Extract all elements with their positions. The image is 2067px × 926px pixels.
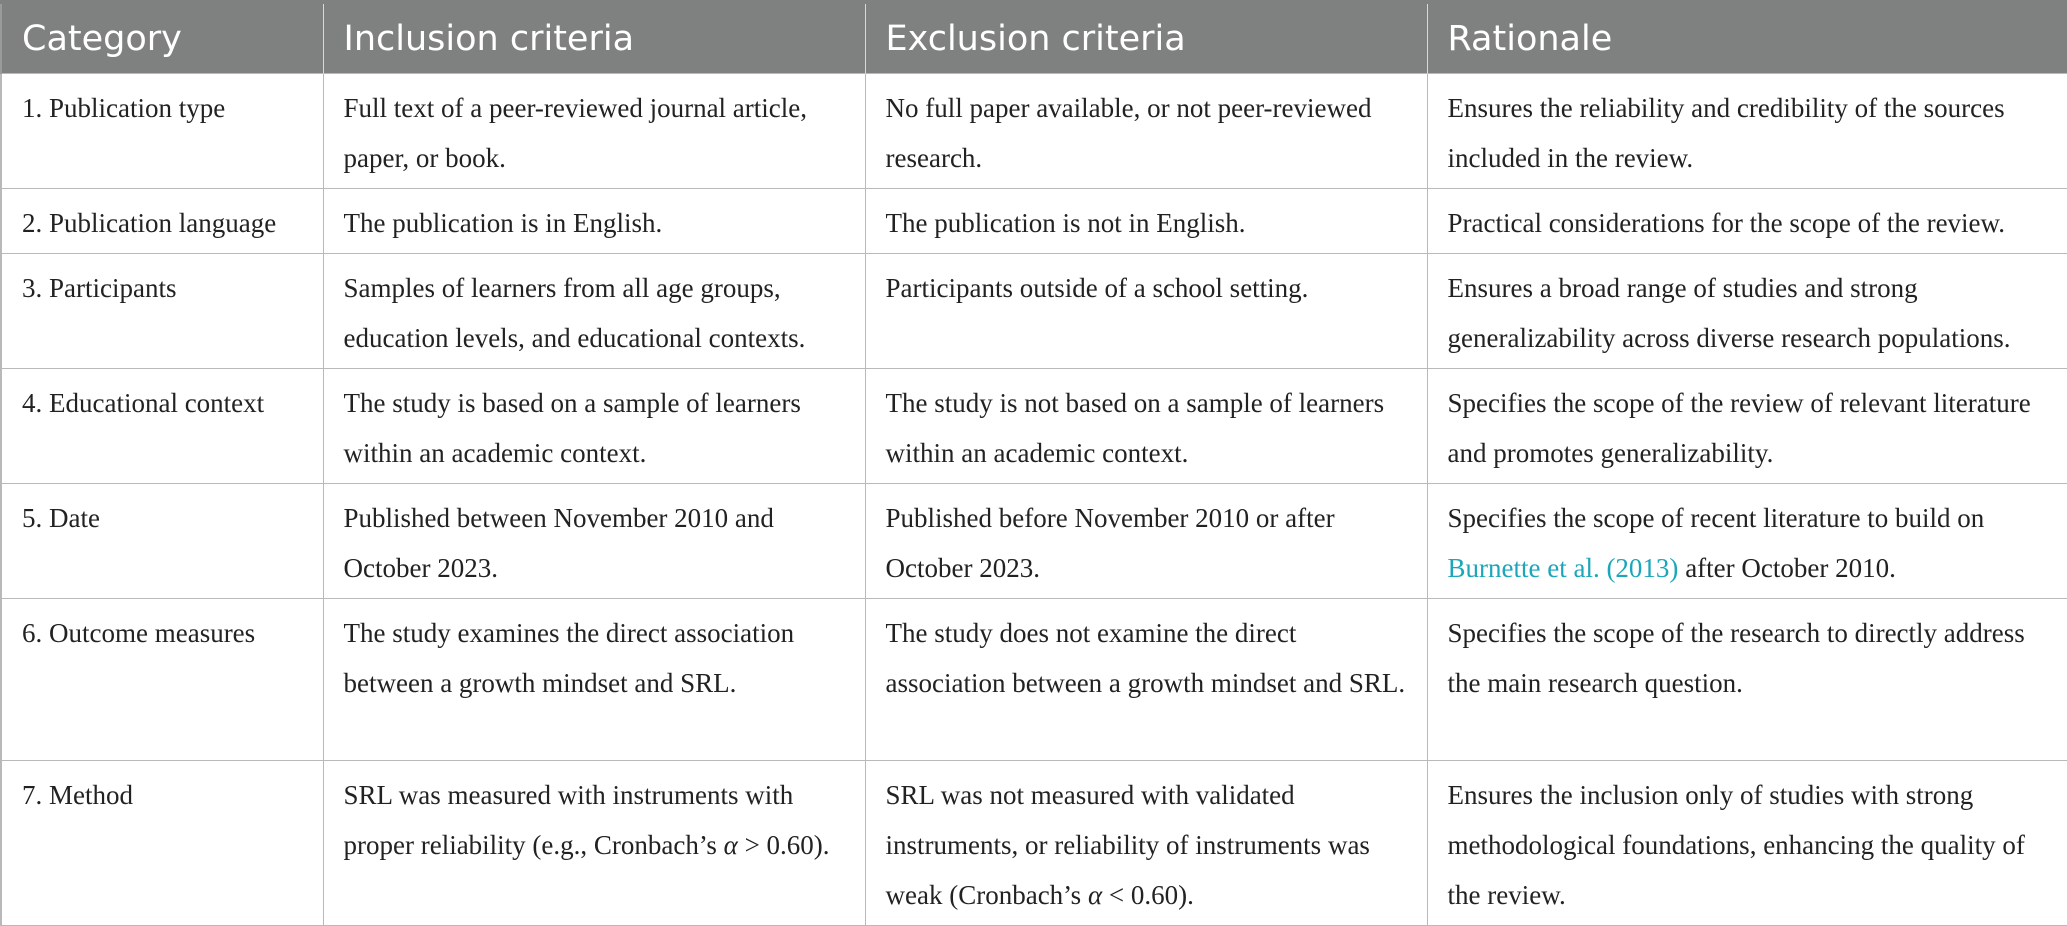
table-row — [1, 74, 2067, 189]
cell-category: 5. Date — [1, 484, 323, 599]
cell-exclusion — [865, 761, 1427, 926]
alpha-symbol: α — [723, 830, 738, 860]
cell-category: 7. Method — [1, 761, 323, 926]
cell-inclusion: The publication is in English. — [323, 189, 865, 254]
table-row — [1, 189, 2067, 254]
table-row — [1, 599, 2067, 761]
header-exclusion: Exclusion criteria — [865, 2, 1427, 74]
cell-inclusion: The study is based on a sample of learners within an academic context. — [323, 369, 865, 484]
table-body — [1, 74, 2067, 926]
cell-exclusion: The publication is not in English. — [865, 189, 1427, 254]
inclusion-text-after: > 0.60). — [744, 830, 830, 860]
cell-exclusion: Published before November 2010 or after October 2023. — [865, 484, 1427, 599]
cell-category: 4. Educational context — [1, 369, 323, 484]
cell-inclusion: Published between November 2010 and October 2023. — [323, 484, 865, 599]
cell-inclusion: The study examines the direct association between a growth mindset and SRL. — [323, 599, 865, 761]
table-row — [1, 369, 2067, 484]
rationale-text-before: Specifies the scope of recent literature to build on — [1447, 503, 1985, 533]
table-row — [1, 484, 2067, 599]
cell-exclusion: The study does not examine the direct association between a growth mindset and SRL. — [865, 599, 1427, 761]
header-rationale: Rationale — [1427, 2, 2067, 74]
table-row — [1, 254, 2067, 369]
cell-rationale: Specifies the scope of the research to directly address the main research question. — [1427, 599, 2067, 761]
citation-link[interactable]: Burnette et al. (2013) — [1447, 553, 1679, 583]
cell-category: 3. Participants — [1, 254, 323, 369]
cell-rationale: Specifies the scope of the review of relevant literature and promotes generalizability. — [1427, 369, 2067, 484]
table-row — [1, 761, 2067, 926]
cell-exclusion: The study is not based on a sample of learners within an academic context. — [865, 369, 1427, 484]
cell-category: 2. Publication language — [1, 189, 323, 254]
cell-rationale: Practical considerations for the scope of the review. — [1427, 189, 2067, 254]
rationale-text-after: after October 2010. — [1685, 553, 1896, 583]
cell-inclusion: Full text of a peer-reviewed journal article, paper, or book. — [323, 74, 865, 189]
cell-rationale: Ensures a broad range of studies and strong generalizability across diverse research populations. — [1427, 254, 2067, 369]
table-header — [1, 2, 2067, 74]
alpha-symbol: α — [1087, 880, 1103, 910]
cell-category: 6. Outcome measures — [1, 599, 323, 761]
cell-rationale: Ensures the inclusion only of studies with strong methodological foundations, enhancing the quality of the review. — [1427, 761, 2067, 926]
cell-rationale: Ensures the reliability and credibility of the sources included in the review. — [1427, 74, 2067, 189]
cell-category: 1. Publication type — [1, 74, 323, 189]
cell-exclusion: Participants outside of a school setting. — [865, 254, 1427, 369]
cell-rationale — [1427, 484, 2067, 599]
cell-exclusion: No full paper available, or not peer-reviewed research. — [865, 74, 1427, 189]
header-row — [1, 2, 2067, 74]
inclusion-text-before: SRL was measured with instruments with proper reliability (e.g., Cronbach’s — [343, 780, 794, 860]
header-category: Category — [1, 2, 323, 74]
exclusion-text-before: SRL was not measured with validated instruments, or reliability of instruments was weak (Cronbach’s — [885, 780, 1370, 910]
exclusion-text-after: < 0.60). — [1108, 880, 1194, 910]
header-inclusion: Inclusion criteria — [323, 2, 865, 74]
cell-inclusion — [323, 761, 865, 926]
cell-inclusion: Samples of learners from all age groups, education levels, and educational contexts. — [323, 254, 865, 369]
